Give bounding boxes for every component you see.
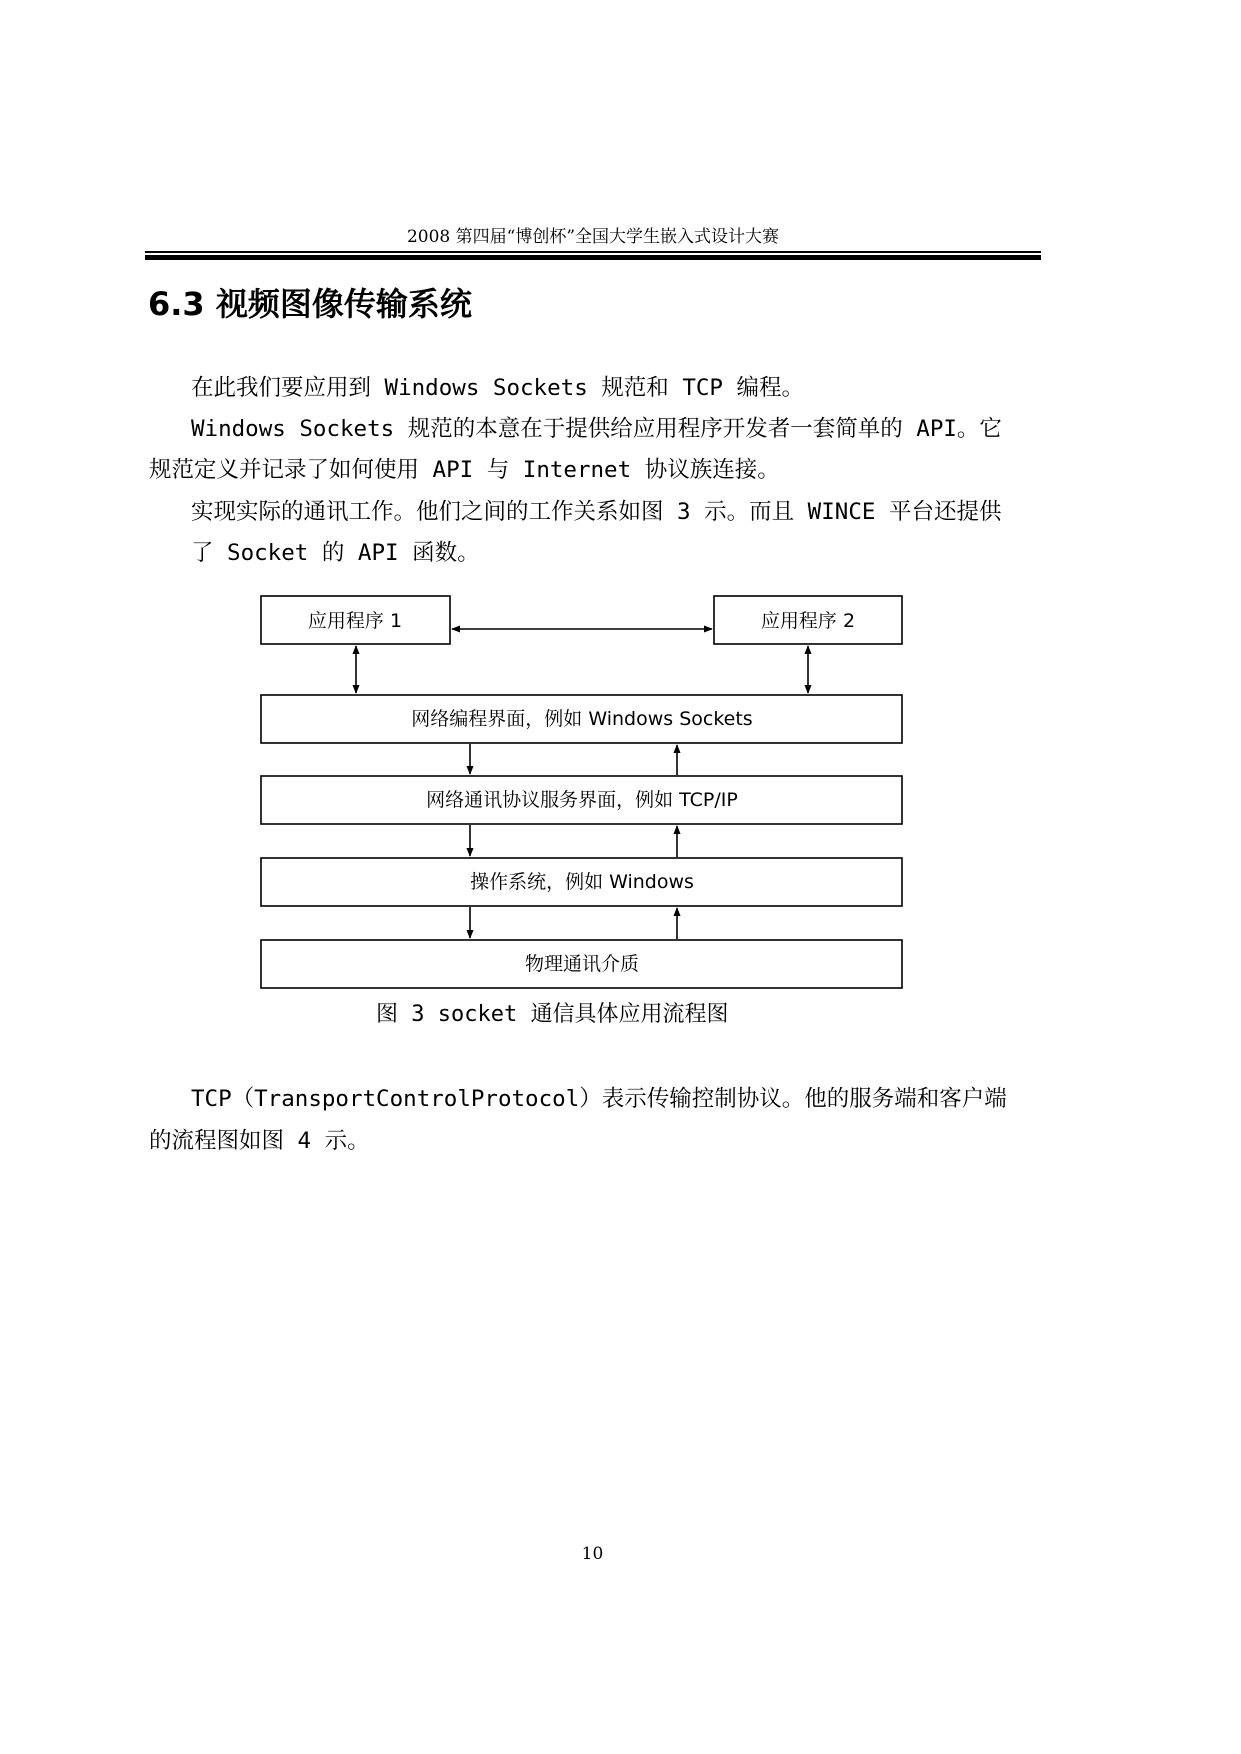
paragraph-4-line-2: 的流程图如图 4 示。 [149,1128,370,1154]
paragraph-1: 在此我们要应用到 Windows Sockets 规范和 TCP 编程。 [191,375,805,401]
page-number: 10 [581,1544,604,1564]
layer3-box [261,858,902,906]
app1-box [261,596,450,644]
paragraph-2-line-2: 规范定义并记录了如何使用 API 与 Internet 协议族连接。 [149,457,780,483]
app1-label: 应用程序 1 [307,610,403,632]
paragraph-4-line-1: TCP（TransportControlProtocol）表示传输控制协议。他的服务端和客户端 [191,1086,1007,1112]
layer4-box [261,940,902,988]
section-title: 6.3 视频图像传输系统 [148,285,472,323]
layer2-box [261,776,902,824]
layer1-label: 网络编程界面，例如 Windows Sockets [411,708,753,730]
layer3-label: 操作系统，例如 Windows [470,871,694,893]
layer2-label: 网络通讯协议服务界面，例如 TCP/IP [426,789,738,811]
layer4-label: 物理通讯介质 [524,953,640,975]
running-header: 2008 第四届“博创杯”全国大学生嵌入式设计大赛 [406,227,780,247]
layer1-box [261,695,902,743]
app2-box [714,596,902,644]
paragraph-3-line-2: 了 Socket 的 API 函数。 [191,540,480,566]
figure-caption: 图 3 socket 通信具体应用流程图 [376,1002,729,1027]
paragraph-3-line-1: 实现实际的通讯工作。他们之间的工作关系如图 3 示。而且 WINCE 平台还提供 [191,499,1002,525]
paragraph-2-line-1: Windows Sockets 规范的本意在于提供给应用程序开发者一套简单的 API。它 [191,416,1002,442]
app2-label: 应用程序 2 [760,610,856,632]
